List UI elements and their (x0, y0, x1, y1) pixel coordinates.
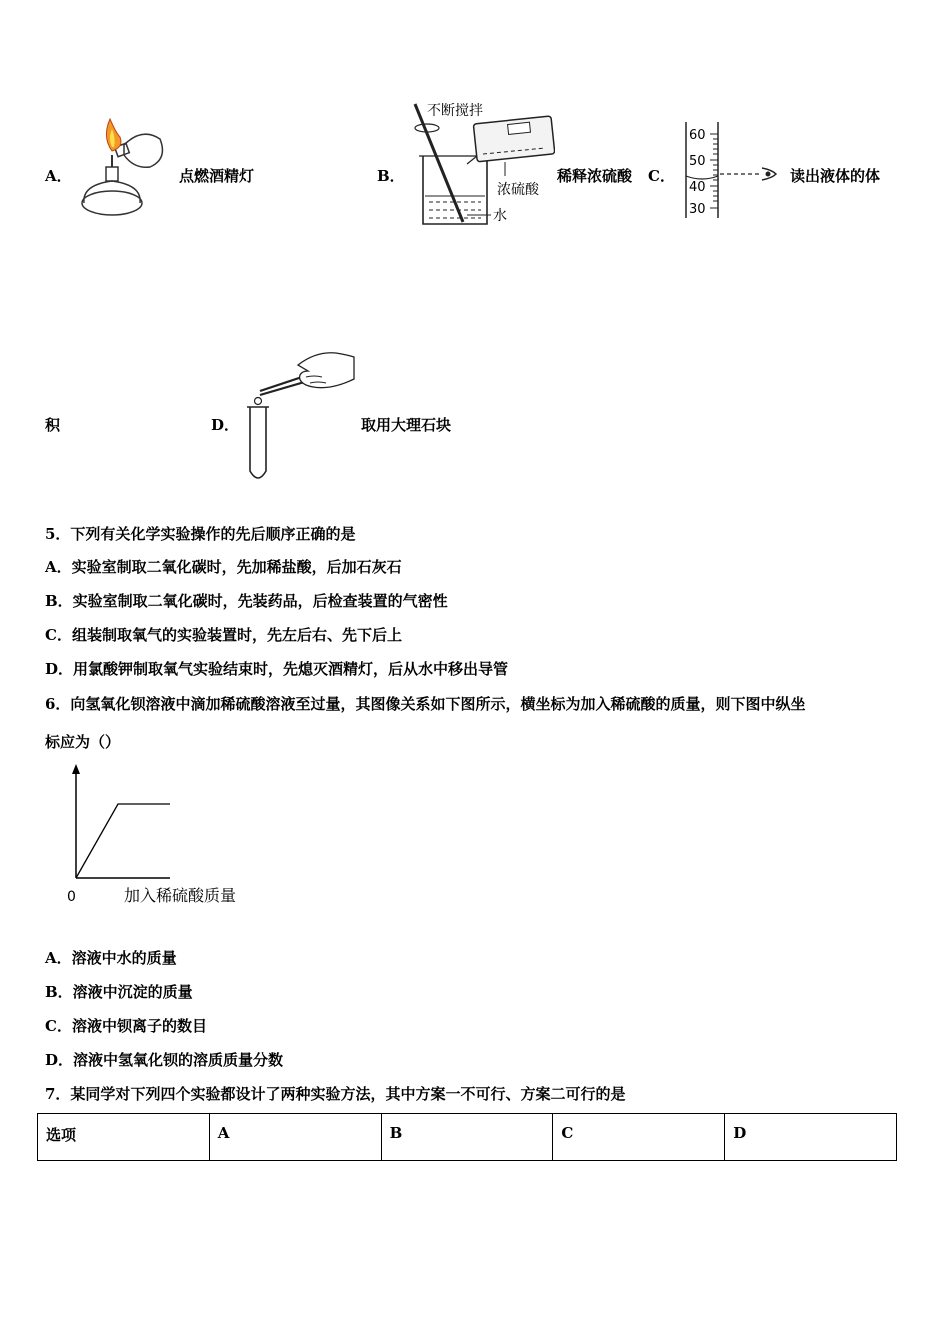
label-stir: 不断搅拌 (427, 103, 483, 119)
label-concentrated-acid: 浓硫酸 (497, 182, 539, 198)
graph-curve (76, 804, 170, 878)
alcohol-lamp-lighting-illustration (72, 115, 172, 225)
question-6-stem-line2: 标应为（） (45, 733, 121, 751)
option-c-caption: 读出液体的体 (790, 167, 881, 185)
q5-option-c: C．组装制取氧气的实验装置时，先左后右、先下后上 (45, 626, 402, 644)
q6-graph (60, 760, 260, 910)
q7-options-table (37, 1113, 897, 1161)
table-row (38, 1114, 897, 1161)
option-c-letter: C． (648, 167, 675, 185)
q6-option-d: D．溶液中氢氧化钡的溶质质量分数 (45, 1051, 284, 1069)
label-water: 水 (493, 208, 507, 224)
q6-option-b: B．溶液中沉淀的质量 (45, 983, 193, 1001)
dilute-sulfuric-acid-illustration (405, 98, 555, 230)
table-header-option: 选项 (38, 1114, 210, 1161)
q5-option-d: D．用氯酸钾制取氧气实验结束时，先熄灭酒精灯，后从水中移出导管 (45, 660, 509, 678)
graduated-cylinder-reading-illustration (680, 118, 785, 222)
tick-30: 30 (689, 202, 706, 217)
tick-50: 50 (689, 154, 706, 169)
q5-option-a: A．实验室制取二氧化碳时，先加稀盐酸，后加石灰石 (45, 558, 402, 576)
take-marble-block-illustration (244, 347, 356, 487)
q5-option-b: B．实验室制取二氧化碳时，先装药品，后检查装置的气密性 (45, 592, 448, 610)
option-a-caption: 点燃酒精灯 (179, 167, 255, 185)
option-c-caption-continued: 积 (45, 416, 61, 434)
table-header-a: A (209, 1114, 381, 1161)
graph-origin-label: 0 (67, 889, 76, 905)
option-d-letter: D． (211, 416, 240, 434)
tick-40: 40 (689, 180, 706, 195)
table-header-d: D (725, 1114, 897, 1161)
option-b-caption: 稀释浓硫酸 (557, 167, 633, 185)
q6-option-a: A．溶液中水的质量 (45, 949, 177, 967)
option-d-caption: 取用大理石块 (361, 416, 452, 434)
question-5-stem: 5．下列有关化学实验操作的先后顺序正确的是 (45, 525, 356, 543)
table-header-b: B (381, 1114, 553, 1161)
question-7-stem: 7．某同学对下列四个实验都设计了两种实验方法，其中方案一不可行、方案二可行的是 (45, 1085, 626, 1103)
graph-x-label: 加入稀硫酸质量 (124, 886, 237, 905)
table-header-c: C (553, 1114, 725, 1161)
option-b-letter: B． (377, 167, 405, 185)
option-a-letter: A． (45, 167, 72, 185)
question-6-stem-line1: 6．向氢氧化钡溶液中滴加稀硫酸溶液至过量，其图像关系如下图所示，横坐标为加入稀硫酸的质量，则下图中纵坐 (45, 695, 806, 713)
q6-option-c: C．溶液中钡离子的数目 (45, 1017, 207, 1035)
y-axis-arrow-icon (72, 764, 80, 774)
tick-60: 60 (689, 128, 706, 143)
